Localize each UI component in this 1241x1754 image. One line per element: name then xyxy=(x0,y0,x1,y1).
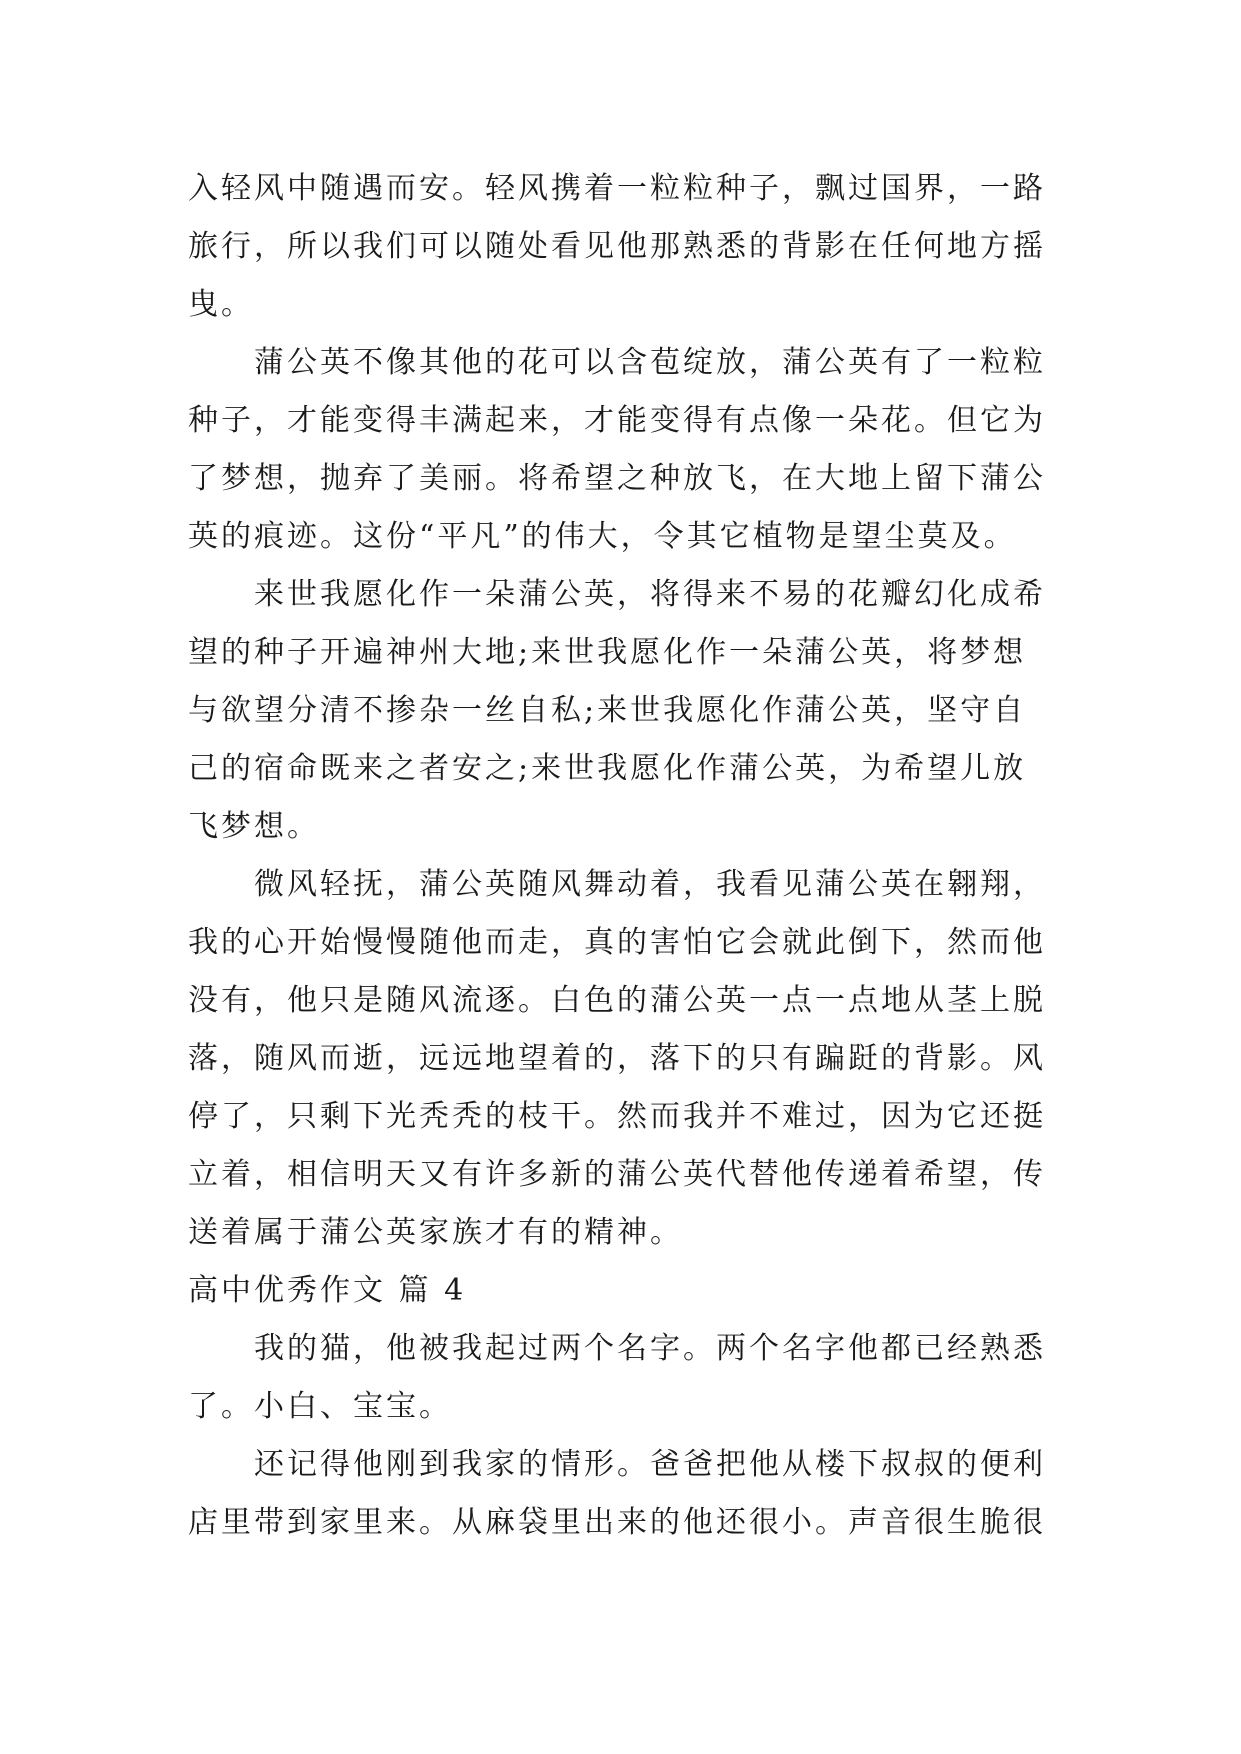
paragraph-line: 了。小白、宝宝。 xyxy=(188,1389,452,1424)
paragraph-line: 与欲望分清不掺杂一丝自私;来世我愿化作蒲公英，坚守自 xyxy=(188,693,1027,728)
paragraph-line: 送着属于蒲公英家族才有的精神。 xyxy=(188,1215,683,1250)
paragraph-first-line: 蒲公英不像其他的花可以含苞绽放，蒲公英有了一粒粒 xyxy=(254,345,1046,380)
paragraph-line: 入轻风中随遇而安。轻风携着一粒粒种子，飘过国界，一路 xyxy=(188,171,1046,206)
paragraph-line: 停了，只剩下光秃秃的枝干。然而我并不难过，因为它还挺 xyxy=(188,1099,1046,1134)
paragraph-first-line: 还记得他刚到我家的情形。爸爸把他从楼下叔叔的便利 xyxy=(254,1447,1046,1482)
paragraph-line: 飞梦想。 xyxy=(188,809,320,844)
paragraph-first-line: 我的猫，他被我起过两个名字。两个名字他都已经熟悉 xyxy=(254,1331,1046,1366)
paragraph-line: 种子，才能变得丰满起来，才能变得有点像一朵花。但它为 xyxy=(188,403,1046,438)
paragraph-first-line: 微风轻抚，蒲公英随风舞动着，我看见蒲公英在翱翔， xyxy=(254,867,1046,902)
paragraph-line: 了梦想，抛弃了美丽。将希望之种放飞，在大地上留下蒲公 xyxy=(188,461,1046,496)
paragraph-line: 店里带到家里来。从麻袋里出来的他还很小。声音很生脆很 xyxy=(188,1505,1046,1540)
section-heading: 高中优秀作文 篇 4 xyxy=(188,1273,467,1308)
paragraph-line: 曳。 xyxy=(188,287,254,322)
article-body xyxy=(188,160,1068,1552)
paragraph-line: 落，随风而逝，远远地望着的，落下的只有蹁跹的背影。风 xyxy=(188,1041,1046,1076)
paragraph-line: 我的心开始慢慢随他而走，真的害怕它会就此倒下，然而他 xyxy=(188,925,1046,960)
paragraph-line: 望的种子开遍神州大地;来世我愿化作一朵蒲公英，将梦想 xyxy=(188,635,1027,670)
paragraph-line: 己的宿命既来之者安之;来世我愿化作蒲公英，为希望儿放 xyxy=(188,751,1027,786)
paragraph-line: 立着，相信明天又有许多新的蒲公英代替他传递着希望，传 xyxy=(188,1157,1046,1192)
paragraph-line: 旅行，所以我们可以随处看见他那熟悉的背影在任何地方摇 xyxy=(188,229,1046,264)
paragraph-line: 英的痕迹。这份“平凡”的伟大，令其它植物是望尘莫及。 xyxy=(188,519,1017,554)
paragraph-line: 没有，他只是随风流逐。白色的蒲公英一点一点地从茎上脱 xyxy=(188,983,1046,1018)
paragraph-first-line: 来世我愿化作一朵蒲公英，将得来不易的花瓣幻化成希 xyxy=(254,577,1046,612)
